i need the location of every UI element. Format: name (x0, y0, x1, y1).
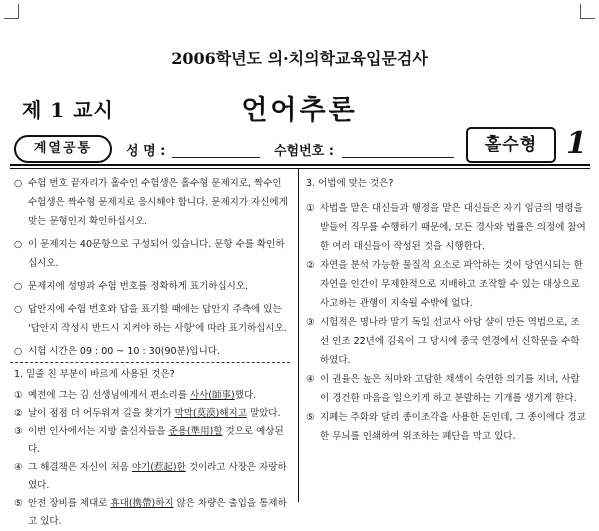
name-field-line (172, 157, 260, 158)
answer-option: ② 자연을 분석 가능한 물질적 요소로 파악하는 것이 당연시되는 한 자연을 인간이 무제한적으로 지배하고 조작할 수 있는 대상으로 사고하는 관행이 지속될 수밖에 없다. (306, 260, 583, 309)
crop-mark-top-left (4, 4, 19, 19)
header-rule-bottom (10, 168, 590, 169)
notice-text: 시험 시간은 09 : 00 ~ 10 : 30(90분)입니다. (28, 346, 220, 357)
circle-bullet-icon: ○ (14, 281, 23, 292)
question-stem: 1. 밑줄 친 부분이 바르게 사용된 것은? (14, 369, 175, 380)
circle-bullet-icon: ○ (14, 178, 23, 189)
crop-mark-top-right (580, 4, 595, 19)
exam-number-label: 수험번호 : (274, 144, 334, 159)
notice-item (14, 277, 290, 296)
notice-text: 답안지에 수험 번호와 답을 표기할 때에는 답안지 주측에 있는 '답안지 작성시 반드시 지켜야 하는 사항'에 따라 표기하십시오. (28, 304, 287, 334)
notice-item (14, 235, 290, 273)
exam-number-field-line (342, 157, 454, 158)
circle-bullet-icon: ○ (14, 304, 23, 315)
name-label: 성 명 : (126, 144, 166, 159)
left-column (14, 174, 290, 361)
column-divider (298, 168, 299, 502)
answer-option: ④ 그 해결책은 자신이 처음 야기(惹起)한 것이라고 사장은 자랑하였다. (14, 462, 287, 491)
form-number: 1 (566, 126, 587, 161)
question-1 (14, 366, 290, 531)
circle-bullet-icon: ○ (14, 346, 23, 357)
answer-option: ⑤ 지폐는 주화와 달리 종이조각을 사용한 돈인데, 그 종이에다 경교한 무늬를 인쇄하여 위조하는 폐단을 막고 있다. (306, 412, 586, 442)
answer-option: ③ 시험적은 명나라 말기 독일 선교사 아담 샬이 만든 역법으로, 조선 인조 22년에 김육이 그 당시에 중국 연경에서 신학문을 수학하였다. (306, 317, 580, 366)
header-rule-top (10, 164, 590, 166)
subject-title: 언어추론 (241, 95, 358, 126)
circle-bullet-icon: ○ (14, 239, 23, 250)
form-type-badge: 홀수형 (466, 127, 556, 163)
answer-option: ③ 이번 인사에서는 지방 출신자들을 준용(準用)할 것으로 예상된다. (14, 426, 284, 455)
notice-item (14, 342, 290, 361)
notice-separator (10, 362, 290, 363)
notice-text: 수험 번호 끝자리가 홀수인 수험생은 홀수형 문제지로, 짝수인 수험생은 짝수형 문제지로 응시해야 합니다. 문제지가 자신에게 맞는 문형인지 확인하십시오. (28, 178, 288, 227)
notice-item (14, 300, 290, 338)
notice-text: 문제지에 성명과 수험 번호를 정확하게 표기하십시오. (28, 281, 249, 292)
category-badge: 계열공통 (14, 135, 112, 163)
answer-option: ① 예전에 그는 김 선생님에게서 편소리를 사사(師事)했다. (14, 390, 257, 401)
exam-title: 2006학년도 의·치의학교육입문검사 (171, 49, 428, 68)
answer-option: ⑤ 안전 장비를 제대로 휴대(携帶)하지 않은 차량은 출입을 통제하고 있다. (14, 498, 287, 527)
session-label: 제 1 교시 (22, 98, 114, 122)
notice-item (14, 174, 290, 231)
answer-option: ① 사법을 맡은 대신들과 행정을 맡은 대신들은 자기 임금의 명령을 받들어 직무를 수행하기 때문에, 모든 경사와 법률은 의정에 참여한 여러 대신들이 작성된 것을 시행한다. (306, 203, 586, 252)
answer-option: ④ 이 권율은 높은 처마와 고담한 채색이 숙연한 의기를 지녀, 사람이 경건한 마음을 일으키게 하고 분발하는 기개를 생기게 한다. (306, 374, 580, 404)
question-stem: 3. 어법에 맞는 것은? (306, 178, 394, 189)
notice-text: 이 문제지는 40문항으로 구성되어 있습니다. 문항 수를 확인하십시오. (28, 239, 285, 269)
answer-option: ② 날이 점점 더 어두워져 길을 찾기가 막막(莫漠)해지고 말았다. (14, 408, 281, 419)
question-3 (306, 174, 586, 446)
